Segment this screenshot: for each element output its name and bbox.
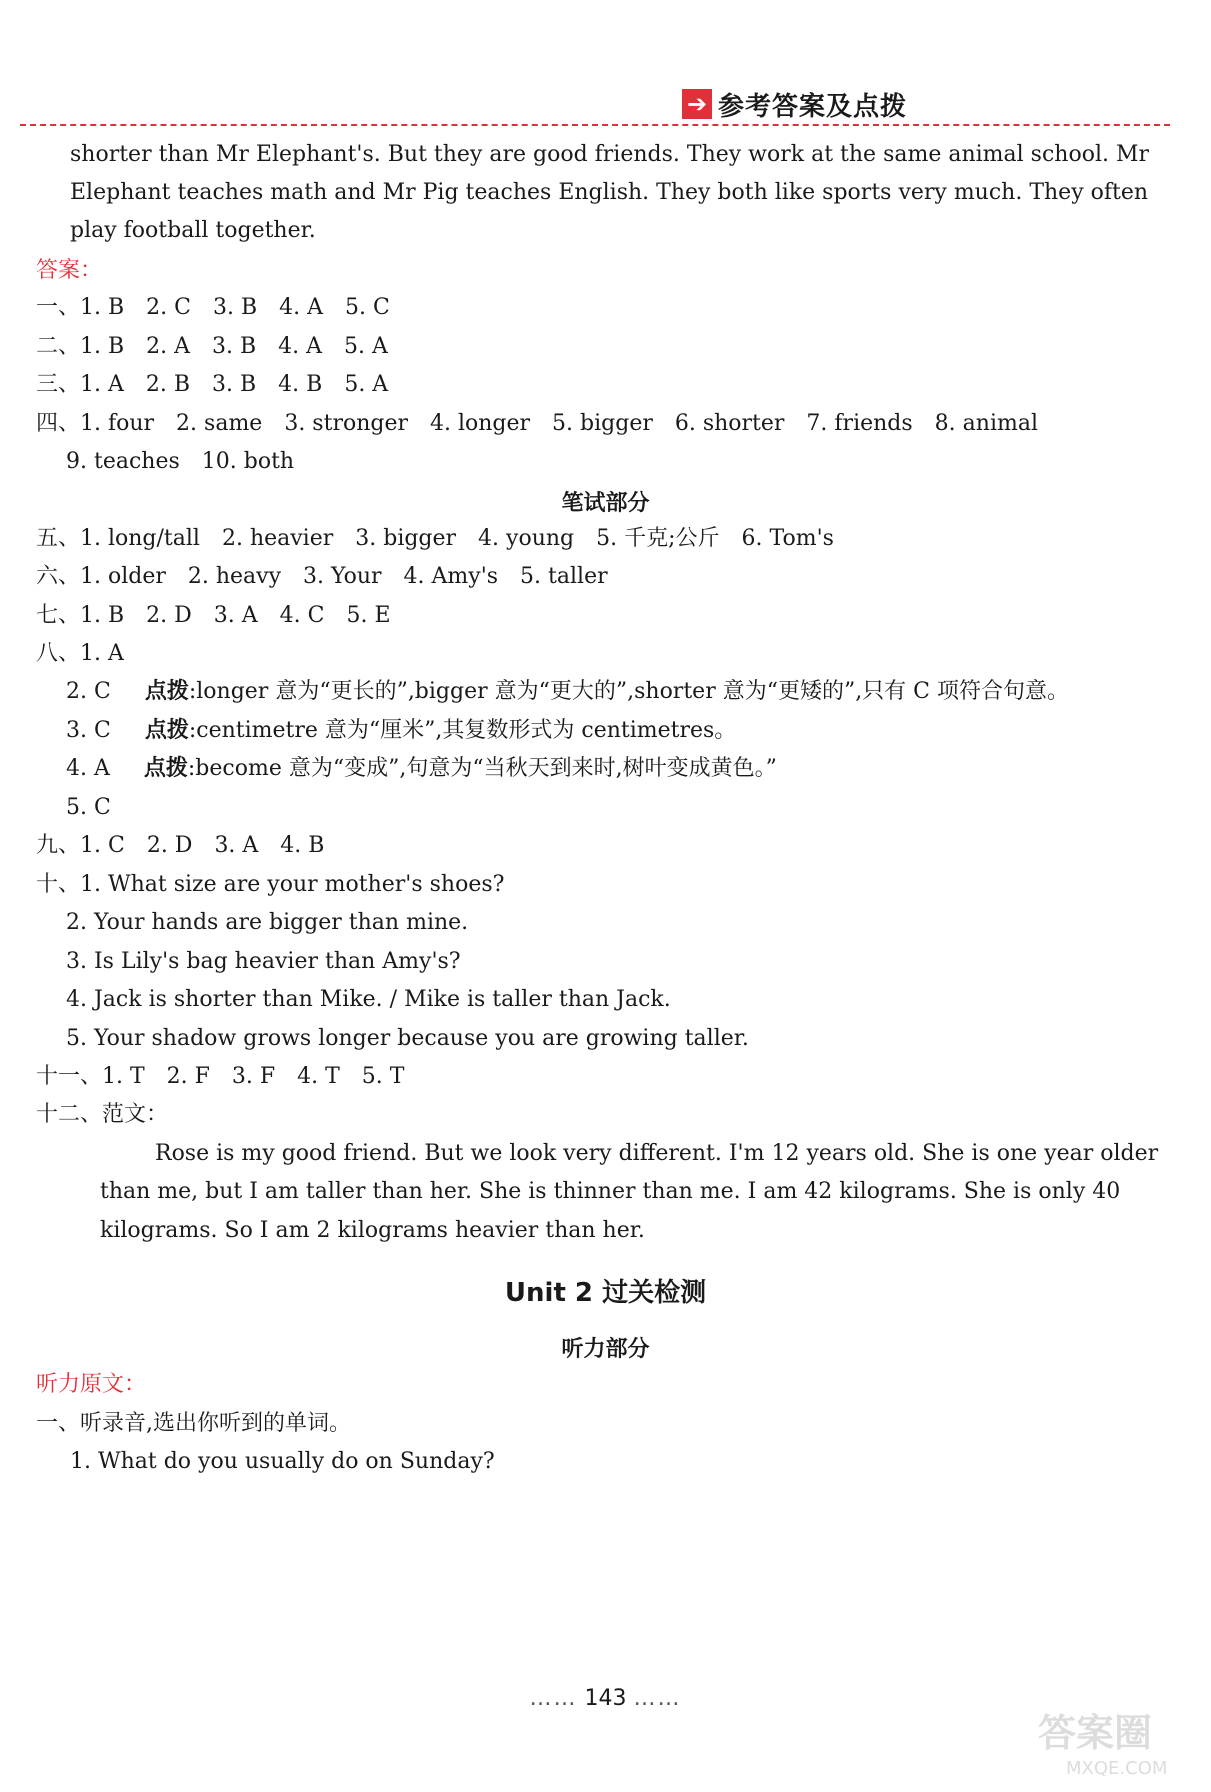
header-title: 参考答案及点拨 bbox=[718, 91, 908, 122]
answer-row: 五、1. long/tall 2. heavier 3. bigger 4. young 5. 千克;公斤 6. Tom's bbox=[36, 526, 834, 551]
page-dots-right: …… bbox=[633, 1686, 682, 1711]
tip-number: 4. A bbox=[66, 756, 110, 781]
question-line: 1. What do you usually do on Sunday? bbox=[70, 1449, 495, 1474]
answer-row: 十一、1. T 2. F 3. F 4. T 5. T bbox=[36, 1064, 405, 1089]
answer-row: 三、1. A 2. B 3. B 4. B 5. A bbox=[36, 372, 389, 397]
section-title: 听力部分 bbox=[561, 1337, 650, 1362]
answer-row: 一、1. B 2. C 3. B 4. A 5. C bbox=[36, 295, 390, 320]
essay-line: Rose is my good friend. But we look very different. I'm 12 years old. She is one year older bbox=[155, 1141, 1159, 1166]
svg-text:MXQE.COM: MXQE.COM bbox=[1066, 1758, 1168, 1779]
answer-row: 二、1. B 2. A 3. B 4. A 5. A bbox=[36, 334, 388, 359]
answer-row: 四、1. four 2. same 3. stronger 4. longer 5. bigger 6. shorter 7. friends 8. animal bbox=[36, 411, 1038, 436]
answer-row: 八、1. A bbox=[36, 641, 124, 666]
tip-keyword: 点拨 bbox=[144, 679, 189, 704]
answer-row: 十、1. What size are your mother's shoes? bbox=[36, 872, 505, 897]
passage-line: Elephant teaches math and Mr Pig teaches English. They both like sports very much. They often bbox=[70, 180, 1149, 205]
arrow-right-icon: ➔ bbox=[682, 89, 712, 119]
unit-title: Unit 2 过关检测 bbox=[504, 1278, 707, 1308]
answer-row: 七、1. B 2. D 3. A 4. C 5. E bbox=[36, 603, 391, 628]
page-number-value: 143 bbox=[584, 1686, 627, 1711]
answer-row: 十二、范文： bbox=[36, 1102, 169, 1127]
essay-line: kilograms. So I am 2 kilograms heavier than her. bbox=[100, 1218, 645, 1243]
instruction-line: 一、听录音,选出你听到的单词。 bbox=[36, 1411, 351, 1436]
answer-row: 4. Jack is shorter than Mike. / Mike is taller than Jack. bbox=[66, 987, 671, 1012]
tip-number: 2. C bbox=[66, 679, 111, 704]
tip-text: :centimetre 意为“厘米”,其复数形式为 centimetres。 bbox=[188, 718, 737, 743]
tip-keyword: 点拨 bbox=[143, 756, 188, 781]
tip-row bbox=[66, 754, 777, 784]
svg-text:答案圈: 答案圈 bbox=[1038, 1711, 1153, 1755]
essay-line: than me, but I am taller than her. She is thinner than me. I am 42 kilograms. She is only 40 bbox=[100, 1179, 1121, 1204]
tip-text: :become 意为“变成”,句意为“当秋天到来时,树叶变成黄色。” bbox=[187, 756, 777, 781]
answer-row: 3. Is Lily's bag heavier than Amy's? bbox=[66, 949, 461, 974]
answer-row: 9. teaches 10. both bbox=[66, 449, 295, 474]
tip-number: 3. C bbox=[66, 718, 111, 743]
tip-row bbox=[66, 716, 736, 746]
answer-row: 5. Your shadow grows longer because you are growing taller. bbox=[66, 1026, 749, 1051]
section-title: 笔试部分 bbox=[561, 491, 650, 516]
transcript-label: 听力原文： bbox=[36, 1372, 147, 1397]
answer-row: 六、1. older 2. heavy 3. Your 4. Amy's 5. taller bbox=[36, 564, 608, 589]
answer-row: 2. Your hands are bigger than mine. bbox=[66, 910, 469, 935]
tip-keyword: 点拨 bbox=[144, 718, 189, 743]
tip-row bbox=[66, 677, 1069, 707]
answers-label: 答案： bbox=[36, 258, 103, 283]
watermark-logo bbox=[1030, 1700, 1200, 1782]
page-header bbox=[682, 86, 907, 122]
passage-line: play football together. bbox=[70, 218, 316, 243]
header-divider bbox=[20, 124, 1170, 126]
page-dots-left: …… bbox=[529, 1686, 578, 1711]
tip-text: :longer 意为“更长的”,bigger 意为“更大的”,shorter 意为“更矮的”,只有 C 项符合句意。 bbox=[188, 679, 1070, 704]
answer-row: 九、1. C 2. D 3. A 4. B bbox=[36, 833, 325, 858]
answer-row: 5. C bbox=[66, 795, 111, 820]
passage-line: shorter than Mr Elephant's. But they are good friends. They work at the same animal school. Mr bbox=[70, 142, 1150, 167]
